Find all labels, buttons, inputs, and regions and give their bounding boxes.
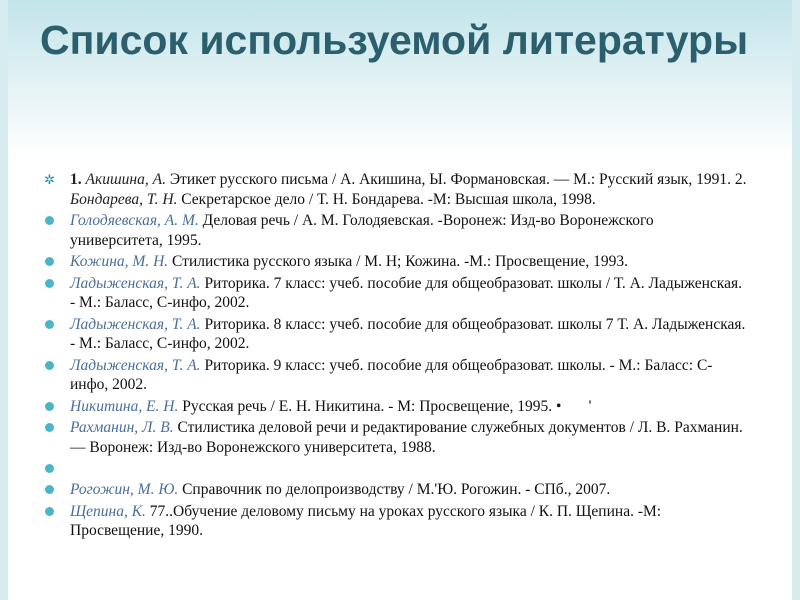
reference-item (44, 502, 749, 541)
dot-bullet-icon (44, 422, 55, 433)
reference-text: Русская речь / Е. Н. Никитина. - М: Просвещение, 1995. (178, 397, 553, 415)
dot-bullet-icon (44, 401, 55, 412)
reference-item (44, 211, 749, 250)
dot-bullet-icon (44, 484, 55, 495)
reference-item (44, 418, 749, 457)
reference-item (44, 397, 749, 417)
reference-text: Стилистика русского языка / М. Н; Кожина. -М.: Просвещение, 1993. (168, 253, 629, 270)
dot-bullet-icon (44, 215, 55, 226)
reference-number: 1. (70, 171, 82, 188)
reference-item (44, 480, 749, 500)
reference-author: Щепина, К. (70, 502, 146, 520)
reference-item-empty (44, 459, 749, 478)
reference-author: Голодяевская, А. М. (70, 212, 199, 229)
reference-text: Справочник по делопроизводству / М.'Ю. Рогожин. - СПб., 2007. (178, 481, 611, 498)
reference-text: Риторика. 7 класс: учеб. пособие для общеобразоват. школы / Т. А. Ладыженская. - М.: Баласс, С-инфо, 2002. (70, 274, 742, 311)
reference-author: Рахманин, Л. В. (70, 419, 174, 436)
reference-item (44, 252, 749, 272)
stray-marks: • ' (552, 397, 592, 415)
dot-bullet-icon (44, 463, 55, 474)
reference-text-2: Секретарское дело / Т. Н. Бондарева. -М: Высшая школа, 1998. (177, 190, 596, 208)
dot-bullet-icon (44, 506, 55, 517)
reference-author: Ладыженская, Т. А. (70, 274, 201, 292)
reference-text: Деловая речь / А. М. Голодяевская. -Воронеж: Изд-во Воронежского университета, 1995. (70, 212, 654, 249)
reference-item (44, 315, 749, 354)
reference-item (44, 274, 749, 313)
reference-text: Стилистика деловой речи и редактирование служебных документов / Л. В. Рахманин. — Воронеж: Изд-во Воронежского университета, 1988. (70, 419, 743, 456)
dot-bullet-icon (44, 278, 55, 289)
reference-author: Ладыженская, Т. А. (70, 356, 201, 374)
reference-list (44, 170, 749, 543)
reference-author: Никитина, Е. Н. (70, 397, 179, 415)
gear-bullet-icon: ✲ (44, 172, 55, 187)
reference-text: Риторика. 9 класс: учеб. пособие для общеобразоват. школы. - М.: Баласс: С-инфо, 2002. (70, 356, 713, 393)
reference-item (44, 356, 749, 395)
dot-bullet-icon (44, 256, 55, 267)
reference-author: Рогожин, М. Ю. (70, 481, 179, 498)
reference-author: Кожина, М. Н. (70, 253, 169, 270)
reference-text: Этикет русского письма / А. Акишина, Ы. Формановская. — М.: Русский язык, 1991. 2. (165, 171, 747, 188)
reference-text: 77..Обучение деловому письму на уроках русского языка / К. П. Щепина. -М: Просвещение, 1990. (70, 502, 662, 539)
reference-author-2: Бондарева, Т. Н. (70, 190, 178, 208)
dot-bullet-icon (44, 360, 55, 371)
dot-bullet-icon (44, 319, 55, 330)
reference-author: Акишина, А. (85, 171, 166, 188)
reference-text: Риторика. 8 класс: учеб. пособие для общеобразоват. школы 7 Т. А. Ладыженская. - М.: Баласс, С-инфо, 2002. (70, 315, 746, 352)
slide-title: Список используемой литературы (40, 17, 749, 63)
reference-item (44, 170, 749, 209)
reference-author: Ладыженская, Т. А. (70, 315, 201, 333)
